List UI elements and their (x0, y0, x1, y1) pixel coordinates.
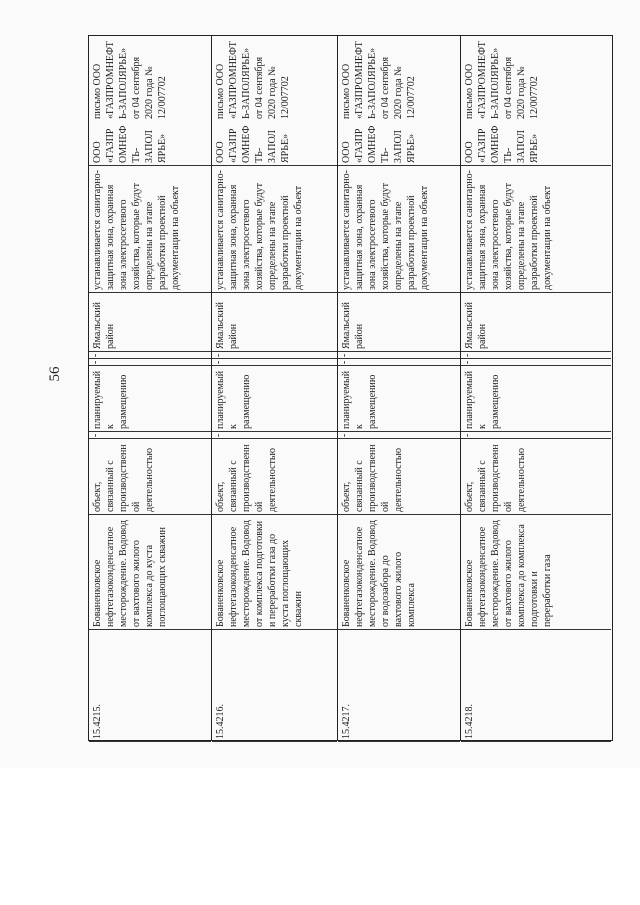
cell-org: ООО «ГАЗПРОМНЕФТЬ-ЗАПОЛЯРЬЕ» (89, 122, 211, 166)
objects-table (88, 35, 613, 741)
cell-district: Ямальский район (461, 293, 611, 352)
cell-status: планируемый к размещению (89, 366, 211, 432)
cell-dash-3: - (212, 352, 337, 359)
table-row (212, 36, 338, 740)
cell-id: 15.4216. (212, 630, 337, 742)
cell-dash-2: - (338, 359, 460, 366)
cell-type: объект, связанный с производственной деятельностью (338, 439, 460, 515)
cell-org: ООО «ГАЗПРОМНЕФТЬ-ЗАПОЛЯРЬЕ» (212, 122, 337, 166)
page-margin (0, 768, 640, 905)
cell-dash-2: - (89, 359, 211, 366)
cell-name: Бованенковское нефтегазоконденсатное месторождение. Водовод от комплекса подготовки и переработки газа до куста поглощающих скважин (212, 515, 337, 630)
cell-status: планируемый к размещению (338, 366, 460, 432)
table-row (461, 36, 611, 740)
page-number: 56 (47, 366, 63, 382)
cell-dash-2: - (461, 359, 611, 366)
cell-dash-3: - (461, 352, 611, 359)
cell-basis: письмо ООО «ГАЗПРОМНЕФТЬ-ЗАПОЛЯРЬЕ» от 04 сентября 2020 года № 12/007702 (464, 41, 540, 119)
cell-basis: письмо ООО «ГАЗПРОМНЕФТЬ-ЗАПОЛЯРЬЕ» от 04 сентября 2020 года № 12/007702 (215, 41, 291, 119)
cell-district: Ямальский район (338, 293, 460, 352)
cell-type: объект, связанный с производственной деятельностью (461, 439, 611, 515)
cell-status: планируемый к размещению (212, 366, 337, 432)
cell-dash-1: - (212, 432, 337, 439)
cell-org: ООО «ГАЗПРОМНЕФТЬ-ЗАПОЛЯРЬЕ» (338, 122, 460, 166)
cell-type: объект, связанный с производственной деятельностью (212, 439, 337, 515)
cell-name: Бованенковское нефтегазоконденсатное месторождение. Водовод от вахтового жилого комплекса до куста поглощающих скважин (89, 515, 211, 630)
cell-zone: устанавливается санитарно-защитная зона, охранная зона электросетевого хозяйства, которые будут определены на этапе разработки проектной документации на объект (89, 166, 211, 293)
cell-dash-3: - (89, 352, 211, 359)
cell-dash-1: - (338, 432, 460, 439)
cell-id: 15.4215. (89, 630, 211, 742)
table-row (338, 36, 461, 740)
table-row (89, 36, 212, 740)
cell-zone: устанавливается санитарно-защитная зона, охранная зона электросетевого хозяйства, которые будут определены на этапе разработки проектной документации на объект (212, 166, 337, 293)
cell-name: Бованенковское нефтегазоконденсатное месторождение. Водовод от водозабора до вахтового жилого комплекса (338, 515, 460, 630)
cell-dash-1: - (89, 432, 211, 439)
cell-status: планируемый к размещению (461, 366, 611, 432)
cell-id: 15.4217. (338, 630, 460, 742)
cell-basis: письмо ООО «ГАЗПРОМНЕФТЬ-ЗАПОЛЯРЬЕ» от 04 сентября 2020 года № 12/007702 (341, 41, 417, 119)
cell-district: Ямальский район (212, 293, 337, 352)
cell-dash-2: - (212, 359, 337, 366)
cell-dash-1: - (461, 432, 611, 439)
cell-name: Бованенковское нефтегазоконденсатное месторождение. Водовод от вахтового жилого комплекса до комплекса подготовки и переработки газа (461, 515, 611, 630)
cell-zone: устанавливается санитарно-защитная зона, охранная зона электросетевого хозяйства, которые будут определены на этапе разработки проектной документации на объект (461, 166, 611, 293)
cell-dash-3: - (338, 352, 460, 359)
cell-id: 15.4218. (461, 630, 611, 742)
cell-basis: письмо ООО «ГАЗПРОМНЕФТЬ-ЗАПОЛЯРЬЕ» от 04 сентября 2020 года № 12/007702 (92, 41, 168, 119)
cell-zone: устанавливается санитарно-защитная зона, охранная зона электросетевого хозяйства, которые будут определены на этапе разработки проектной документации на объект (338, 166, 460, 293)
cell-org: ООО «ГАЗПРОМНЕФТЬ-ЗАПОЛЯРЬЕ» (461, 122, 611, 166)
cell-type: объект, связанный с производственной деятельностью (89, 439, 211, 515)
cell-district: Ямальский район (89, 293, 211, 352)
